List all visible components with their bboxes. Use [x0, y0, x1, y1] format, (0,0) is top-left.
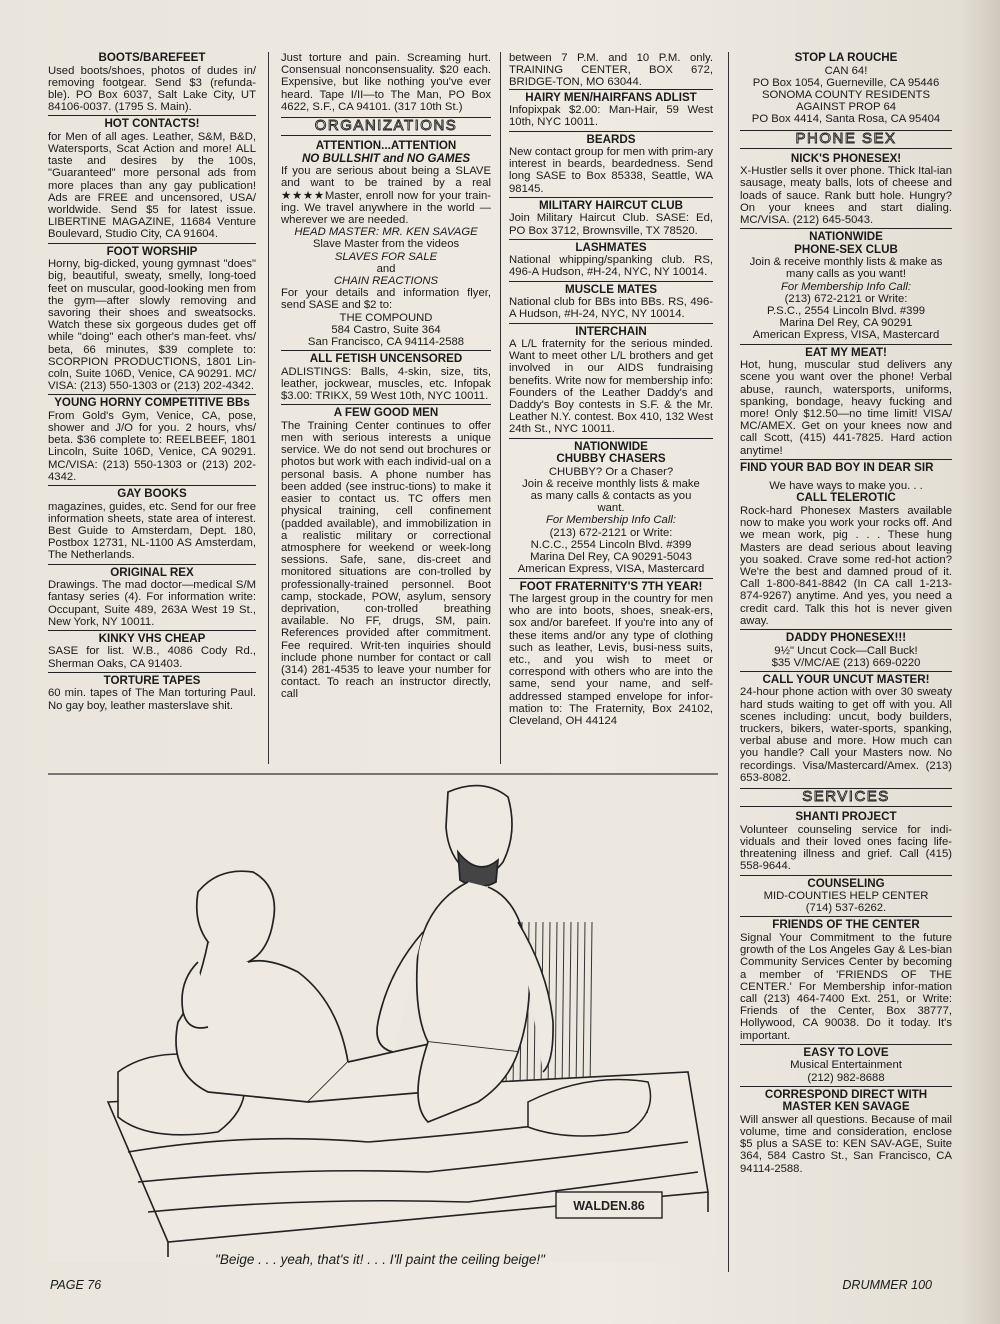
ad-body: Drawings. The mad doctor—medical S/M fantasy series (4). For information write: Occupant, Suite 489, 263A West 19 St., New York, NY 10011. [48, 579, 256, 628]
ad-eat-my-meat [740, 344, 952, 457]
ad-heading: NICK'S PHONESEX! [790, 151, 902, 165]
ad-body: Volunteer counseling service for indi-viduals and their loved ones facing life-threatening illness and grief. Call (415) 558-9644. [740, 823, 952, 873]
ad-line: N.C.C., 2554 Lincoln Blvd. #399 [530, 538, 692, 551]
ad-line: want. [597, 502, 625, 515]
ad-body: Infopixpak $2.00: Man-Hair, 59 West 10th, NYC 10011. [509, 104, 713, 129]
ad-line: Join & receive monthly lists & make as [749, 256, 943, 269]
ad-body: for Men of all ages. Leather, S&M, B&D, Watersports, Scat Action and more! ALL taste and desires by the 100s, "Guaranteed" more personal ads from more places than any gay publication! Ads are FREE and uncensored, USA/ worldwide. Send $5 for latest issue. LIBERTINE MAGAZINE, 11684 Venture Boulevard, Studio City, CA 91604. [48, 130, 256, 241]
ad-kinky-vhs [48, 630, 256, 670]
ad-line: CHAIN REACTIONS [333, 275, 439, 288]
ad-body: National whipping/spanking club. RS, 496-A Hudson, #H-24, NYC, NY 10014. [509, 254, 713, 279]
ad-line: (714) 537-6262. [805, 902, 887, 915]
ad-line: Marina Del Rey, CA 90291 [779, 317, 913, 330]
ad-line: (213) 672-2121 or Write: [784, 292, 908, 305]
ad-line: SLAVES FOR SALE [334, 250, 438, 263]
ad-body: X-Hustler sells it over phone. Thick Ital-ian sausage, meaty balls, lots of cheese and loads of sauce. Rank butt hole. Hungry? On your knees and start dialing. MC/VISA. (212) 645-5043. [740, 165, 952, 227]
ad-torture-tapes [48, 672, 256, 712]
ad-heading: DADDY PHONESEX!!! [785, 631, 907, 645]
ad-line: 9½" Uncut Cock—Call Buck! [774, 644, 918, 657]
ad-line: (212) 982-8688 [807, 1071, 885, 1084]
ad-line: Musical Entertainment [790, 1059, 902, 1072]
signature-text: WALDEN.86 [573, 1199, 645, 1213]
ad-body: A L/L fraternity for the serious minded. Want to meet other L/L brothers and get involved in our AIDS fundraising benefits. Write now for membership info: Founders of the Leather Daddy's and Daddy's Boy contests in S.F. & the Mr. Leather N.Y. contest. Box 410, 132 West 24th St., NYC 10011. [509, 338, 713, 436]
ad-gay-books [48, 485, 256, 562]
ad-subheading: CALL TELEROTIC [796, 491, 896, 505]
ad-line: (213) 672-2121 or Write: [549, 526, 673, 539]
ad-heading: INTERCHAIN [575, 324, 647, 338]
cartoon-illustration [48, 772, 718, 1262]
ad-address-line: San Francisco, CA 94114-2588 [307, 336, 465, 349]
ad-body: New contact group for men with prim-ary interest in beards, beardedness. Send long SASE to Box 85338, Seattle, WA 98145. [509, 146, 713, 195]
ad-line: CAN 64! [824, 64, 868, 77]
ad-friends-of-center [740, 916, 952, 1041]
ad-body: Rock-hard Phonesex Masters available now to make you work your rocks off. And we mean work, pig . . . These hung Masters are dead serious about leaving you soaked. Crave some red-hot action? We're the best and damned proud of it. Call 1-800-841-8842 (In CA call 1-213-874-9267) anytime. And yes, you need a credit card. Talk this hot is never given away. [740, 504, 952, 627]
ad-subheading: NO BULLSHIT and NO GAMES [301, 151, 471, 165]
page-number: PAGE 76 [50, 1278, 102, 1292]
ad-stop-la-rouche [740, 52, 952, 126]
ad-address-line: 584 Castro, Suite 364 [331, 323, 441, 336]
ad-body: National club for BBs into BBs. RS, 496-A Hudson, #H-24, NYC, NY 10014. [509, 296, 713, 321]
ad-daddy-phonesex [740, 629, 952, 669]
ad-heading: ALL FETISH UNCENSORED [309, 352, 463, 366]
ad-heading: MILITARY HAIRCUT CLUB [538, 198, 684, 212]
ad-attention [281, 140, 491, 348]
ad-line: HEAD MASTER: MR. KEN SAVAGE [294, 226, 478, 239]
illustration-caption: "Beige . . . yeah, that's it! . . . I'll paint the ceiling beige!" [215, 1252, 545, 1267]
ad-heading: CALL YOUR UNCUT MASTER! [762, 672, 930, 686]
ad-body: SASE for list. W.B., 4086 Cody Rd., Sherman Oaks, CA 91403. [48, 645, 256, 670]
ad-line: For Membership Info Call: [781, 280, 911, 293]
ad-body: Join Military Haircut Club. SASE: Ed, PO Box 3712, Brownsville, TX 78520. [509, 212, 713, 237]
ad-heading: NATIONWIDE [809, 230, 883, 244]
ad-heading: NATIONWIDE [574, 439, 648, 453]
ad-line: MID-COUNTIES HELP CENTER [763, 890, 929, 903]
ad-line: and [376, 262, 396, 275]
ad-heading: STOP LA ROUCHE [794, 52, 898, 64]
ad-line: PO Box 1054, Guerneville, CA 95446 [752, 76, 940, 89]
ad-chubby-chasers [509, 438, 713, 576]
ad-line: $35 V/MC/AE (213) 669-0220 [771, 656, 921, 669]
ad-subheading: PHONE-SEX CLUB [794, 242, 898, 256]
ad-heading: HOT CONTACTS! [104, 117, 200, 131]
ad-line: as many calls & contacts as you [530, 490, 692, 503]
column-divider [268, 52, 269, 764]
ad-line: Slave Master from the videos [312, 238, 460, 251]
ad-hairy-men [509, 89, 713, 129]
column-divider [500, 52, 501, 764]
ad-heading: FOOT FRATERNITY'S 7TH YEAR! [519, 579, 703, 593]
ad-heading: YOUNG HORNY COMPETITIVE BBs [54, 396, 250, 410]
ad-line: American Express, VISA, Mastercard [517, 563, 705, 576]
ad-line: SONOMA COUNTY RESIDENTS [761, 88, 930, 101]
column-2 [281, 52, 491, 764]
ad-foot-worship [48, 243, 256, 393]
ad-body: From Gold's Gym, Venice, CA, pose, shower and J/O for you. 2 hours, vhs/ beta. $36 complete to: REELBEEF, 1801 Lincoln, Suite 106D, Venice, CA 90291. MC/VISA: (213) 550-1303 or (213) 202-4342. [48, 409, 256, 483]
ad-beards [509, 131, 713, 195]
ad-heading: EASY TO LOVE [803, 1045, 889, 1059]
ad-line: We have ways to make you. . . [769, 480, 923, 493]
ad-body: ADLISTINGS: Balls, 4-skin, size, tits, leather, jockwear, muscles, etc. Infopak $3.00: TRIKX, 59 West 10th, NYC 10011. [281, 365, 491, 403]
ad-body: Hot, hung, muscular stud delivers any scene you want over the phone! Verbal abuse, raunch, watersports, uniforms, spanking, bondage, heavy fucking and more! Only $12.50—no time limit! VISA/ MC/AMEX. Get on your knees now and call Scott, (415) 441-7825. Hard action anytime! [740, 359, 952, 457]
ad-phone-sex-club [740, 228, 952, 341]
section-header-phone-sex [740, 130, 952, 149]
ad-heading: ORIGINAL REX [110, 565, 194, 579]
ad-few-good-men [281, 404, 491, 700]
ad-heading: CORRESPOND DIRECT WITH MASTER KEN SAVAGE [764, 1087, 928, 1114]
ad-heading: MUSCLE MATES [565, 282, 657, 296]
ad-muscle-mates [509, 281, 713, 321]
ad-original-rex [48, 564, 256, 628]
ad-heading: FRIENDS OF THE CENTER [772, 918, 920, 932]
ad-nicks-phonesex [740, 153, 952, 227]
ad-heading: KINKY VHS CHEAP [98, 631, 206, 645]
section-title: ORGANIZATIONS [314, 117, 458, 135]
ad-body: magazines, guides, etc. Send for our free information sheets, state area of interest. Best Guide to Amsterdam, Dept. 180, Postbox 12731, NL-1100 AS Amsterdam, The Netherlands. [48, 500, 256, 562]
ad-body: Will answer all questions. Because of mail volume, time and consideration, enclose $5 plus a SASE to: KEN SAV-AGE, Suite 364, 584 Castro St., San Francisco, CA 94114-2588. [740, 1113, 952, 1175]
ad-line: P.S.C., 2554 Lincoln Blvd. #399 [766, 305, 926, 318]
section-title: SERVICES [802, 788, 890, 806]
ad-heading: FOOT WORSHIP [106, 244, 198, 258]
ad-counseling [740, 875, 952, 915]
ad-body: Used boots/shoes, photos of dudes in/ removing footgear. Send $3 (refunda-ble). PO Box 6037, Salt Lake City, UT 84106-0037. (1795 S. Main). [48, 64, 256, 114]
ad-line: Join & receive monthly lists & make [522, 477, 700, 490]
ad-line: many calls as you want! [786, 268, 906, 281]
ad-heading: BOOTS/BAREFEET [98, 52, 206, 64]
ad-heading: COUNSELING [807, 876, 885, 890]
ad-line: Marina Del Rey, CA 90291-5043 [530, 551, 692, 564]
ad-body: Horny, big-dicked, young gymnast "does" big, beautiful, sweaty, smelly, long-toed feet on muscular, good-looking men from the gym—after slowly removing and savoring their shoes and sweatsocks. Watch these six gorgeous dudes get off while "doing" each other's man-feet. vhs/ beta, 66 minutes, $39 complete to: SCORPION PRODUCTIONS, 1801 Lin-coln, Suite 106D, Venice, CA 90291. MC/ VISA: (213) 550-1303 or (213) 202-4342. [48, 258, 256, 393]
ad-heading: TORTURE TAPES [103, 673, 201, 687]
section-header-organizations [281, 117, 491, 136]
ad-body: If you are serious about being a SLAVE and want to be trained by a real ★★★★Master, enroll now for your train-ing. We travel anywhere in the world —wherever we are needed. [281, 165, 491, 227]
ad-all-fetish [281, 350, 491, 402]
column-divider [728, 52, 729, 1272]
ad-heading: A FEW GOOD MEN [333, 406, 439, 420]
section-title: PHONE SEX [795, 129, 897, 147]
section-header-services [740, 788, 952, 807]
ad-body: 24-hour phone action with over 30 sweaty hard studs waiting to get off with you. All scenes including: uncut, body builders, truckers, bikers, water-sports, spanking, verbal abuse and more. How much can you handle? Call your Masters now. No recordings. Visa/Mastercard/Amex. (213) 653-8082. [740, 686, 952, 784]
ad-line: American Express, VISA, Mastercard [752, 329, 940, 342]
ad-heading: BEARDS [586, 132, 636, 146]
ad-military-haircut [509, 197, 713, 237]
ad-heading: HAIRY MEN/HAIRFANS ADLIST [525, 90, 697, 104]
continued-text: Just torture and pain. Screaming hurt. Consensual nonconsensuality. $20 each. Expensive, but like nothing you've ever heard. Tape I/II—to The Man, PO Box 4622, S.F., CA 94101. (317 10th St.) [281, 52, 491, 113]
column-3 [509, 52, 713, 770]
ad-dear-sir-telerotic [740, 459, 952, 627]
column-1 [48, 52, 256, 764]
ad-ken-savage [740, 1086, 952, 1175]
ad-body: The largest group in the country for men who are into boots, shoes, sneak-ers, sox and/or barefeet. If you're into any of these items and/or any type of clothing such as leather, Levis, busi-ness suits, etc., and you wish to meet or correspond with others who are into the same, send your name, and self-addressed stamped envelope for infor-mation to: The Fraternity, Box 24102, Cleveland, OH 44124 [509, 593, 713, 728]
continued-text: between 7 P.M. and 10 P.M. only. TRAINING CENTER, BOX 672, BRIDGE-TON, MO 63044. [509, 52, 713, 89]
ad-body: For your details and information flyer, send SASE and $2 to: [281, 287, 491, 312]
ad-boots-barefeet [48, 52, 256, 113]
ad-line: AGAINST PROP 64 [795, 101, 897, 114]
ad-young-horny-bbs [48, 394, 256, 483]
ad-body: The Training Center continues to offer men with serious interests a unique service. We do not send out brochures or photos but work with each individ-ual on a personal basis. A phone number has been added (see instruc-tions) to make it easier to contact us. TC offers men physical training, cell confinement (padded available), and immobilization in a realistic military or correctional atmosphere for weekend or week-long sessions. Safe, sane, dis-creet and monitored situations are con-trolled by professionally-trained personnel. Boot camp, stockade, POW, asylum, sensory deprivation, con-trolled breathing available. No FF, drugs, SM, pain. References provided after commitment. Fee required. Writ-ten inquiries should include phone number for contact or call (314) 281-4535 to leave your number for contact. To reach an instructor directly, call [281, 419, 491, 701]
ad-body: Signal Your Commitment to the future growth of the Los Angeles Gay & Les-bian Community Services Center by becoming a member of 'FRIENDS OF THE CENTER.' For Membership infor-mation call (213) 464-7400 Ext. 251, or Write: Friends of the Center, Box 38777, Hollywood, CA 90038. Do it today. It's important. [740, 931, 952, 1042]
ad-address-line: THE COMPOUND [339, 311, 433, 324]
ad-line: CHUBBY? Or a Chaser? [548, 465, 674, 478]
ad-heading: SHANTI PROJECT [795, 810, 897, 824]
ad-subheading: CHUBBY CHASERS [556, 452, 666, 466]
column-4 [740, 52, 952, 1272]
ad-heading: EAT MY MEAT! [805, 345, 887, 359]
magazine-issue: DRUMMER 100 [842, 1278, 932, 1292]
ad-lashmates [509, 239, 713, 279]
ad-line: PO Box 4414, Santa Rosa, CA 95404 [751, 113, 941, 126]
ad-hot-contacts [48, 115, 256, 240]
ad-body: 60 min. tapes of The Man torturing Paul. No gay boy, leather masterslave shit. [48, 687, 256, 712]
ad-heading: LASHMATES [575, 240, 647, 254]
ad-heading: GAY BOOKS [117, 487, 187, 501]
ad-interchain [509, 323, 713, 436]
ad-shanti-project [740, 811, 952, 872]
ad-foot-fraternity [509, 578, 713, 728]
ad-easy-to-love [740, 1044, 952, 1084]
ad-line: For Membership Info Call: [546, 514, 676, 527]
ad-uncut-master [740, 671, 952, 784]
ad-heading: FIND YOUR BAD BOY IN DEAR SIR [740, 460, 934, 474]
ad-heading: ATTENTION...ATTENTION [315, 139, 457, 153]
